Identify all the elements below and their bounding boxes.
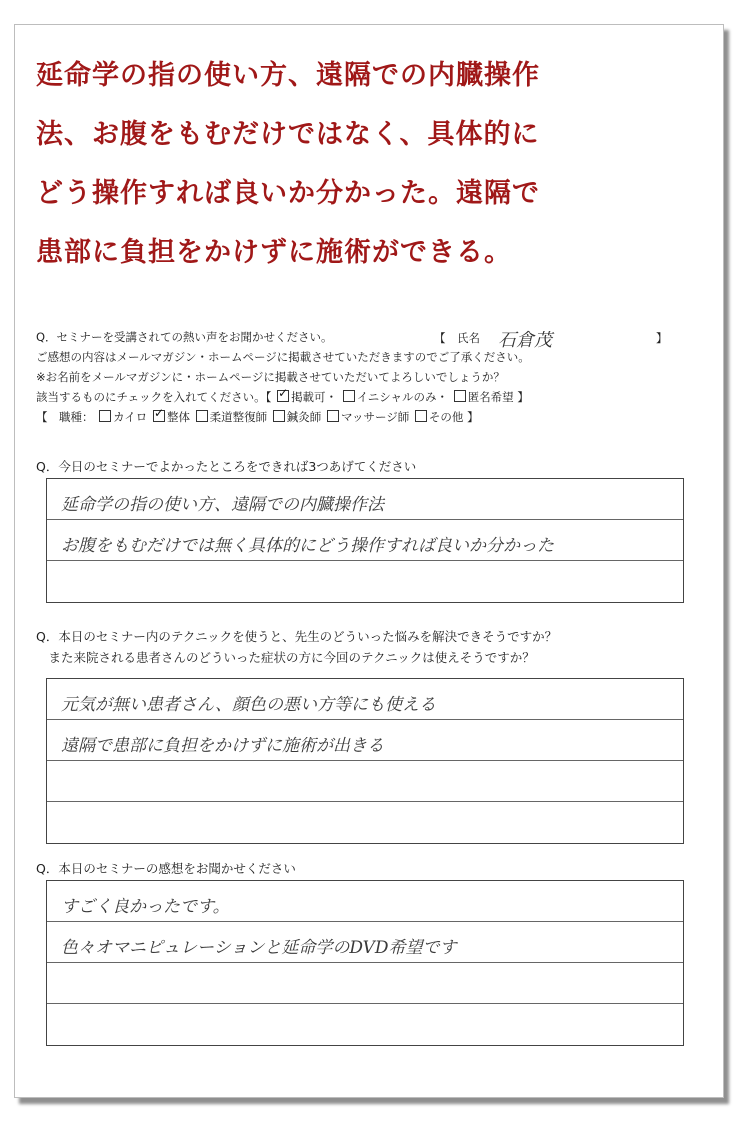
checkbox-judo[interactable] xyxy=(196,410,208,422)
job-label: 整体 xyxy=(166,410,190,424)
answer-line xyxy=(47,561,683,602)
checkbox-other[interactable] xyxy=(415,410,427,422)
publish-consent-row: 該当するものにチェックを入れてください。【 ✓ 掲載可・ イニシャルのみ・ 匿名希望 】 xyxy=(36,390,529,404)
option-label: 匿名希望 xyxy=(467,390,514,404)
checkbox-anonymous[interactable] xyxy=(454,390,466,402)
name-value: 石倉茂 xyxy=(498,330,552,351)
answer-box-1[interactable] xyxy=(46,478,684,603)
notice-line-1: ご感想の内容はメールマガジン・ホームページに掲載させていただきますのでご了承ください。 xyxy=(36,350,530,364)
headline-line: どう操作すれば良いか分かった。遠隔で xyxy=(36,178,540,209)
name-label: 【 氏名 xyxy=(434,331,480,345)
checkbox-massage[interactable] xyxy=(327,410,339,422)
headline-line: 法、お腹をもむだけではなく、具体的に xyxy=(36,119,540,150)
headline xyxy=(36,46,696,282)
answer-line: お腹をもむだけでは無く具体的にどう操作すれば良いか分かった xyxy=(47,520,683,561)
answer-box-2[interactable] xyxy=(46,678,684,844)
question-text: Q．本日のセミナー内のテクニックを使うと、先生のどういった悩みを解決できそうですか？ xyxy=(36,629,558,644)
job-close: 】 xyxy=(467,410,479,424)
answer-line xyxy=(47,1004,683,1045)
question-text: Q．本日のセミナーの感想をお聞かせください xyxy=(36,861,296,876)
answer-line: 遠隔で患部に負担をかけずに施術が出きる xyxy=(47,720,683,761)
answer-line: 延命学の指の使い方、遠隔での内臓操作法 xyxy=(47,479,683,520)
headline-line: 患部に負担をかけずに施術ができる。 xyxy=(36,237,512,268)
job-label: 鍼灸師 xyxy=(286,410,322,424)
answer-line: 色々オマニピュレーションと延命学のDVD希望です xyxy=(47,922,683,963)
checkbox-acupuncture[interactable] xyxy=(273,410,285,422)
question-1 xyxy=(36,456,416,477)
name-close: 】 xyxy=(656,331,668,345)
answer-box-3[interactable] xyxy=(46,880,684,1046)
question-text: また来院される患者さんのどういった症状の方に今回のテクニックは使えそうですか？ xyxy=(36,650,535,665)
job-label: カイロ xyxy=(113,410,148,424)
question-2 xyxy=(36,626,557,668)
answer-line xyxy=(47,802,683,843)
check-close: 】 xyxy=(517,390,529,404)
answer-line xyxy=(47,963,683,1004)
option-label: 掲載可 xyxy=(291,390,326,404)
checkbox-initials[interactable] xyxy=(343,390,355,402)
answer-line: 元気が無い患者さん、顔色の悪い方等にも使える xyxy=(47,679,683,720)
check-prompt: 該当するものにチェックを入れてください。【 xyxy=(36,390,272,404)
option-label: イニシャルのみ xyxy=(356,390,437,404)
checkbox-chiro[interactable] xyxy=(99,410,111,422)
answer-line: すごく良かったです。 xyxy=(47,881,683,922)
job-row xyxy=(36,410,479,424)
checkbox-seitai[interactable] xyxy=(153,410,165,422)
question-text: Q．今日のセミナーでよかったところをできれば3つあげてください xyxy=(36,459,417,474)
job-label: 柔道整復師 xyxy=(209,410,268,424)
job-prefix: 【 職種： xyxy=(36,410,94,424)
headline-line: 延命学の指の使い方、遠隔での内臓操作 xyxy=(36,60,540,91)
job-label: その他 xyxy=(428,410,464,424)
checkbox-publish[interactable] xyxy=(277,390,289,402)
notice-line-2: ※お名前をメールマガジンに・ホームページに掲載させていただいてよろしいでしょうか？ xyxy=(36,370,505,384)
survey-question-header: Q．セミナーを受講されての熱い声をお聞かせください。 xyxy=(36,330,333,344)
answer-line xyxy=(47,761,683,802)
question-3 xyxy=(36,858,296,879)
job-label: マッサージ師 xyxy=(340,410,410,424)
